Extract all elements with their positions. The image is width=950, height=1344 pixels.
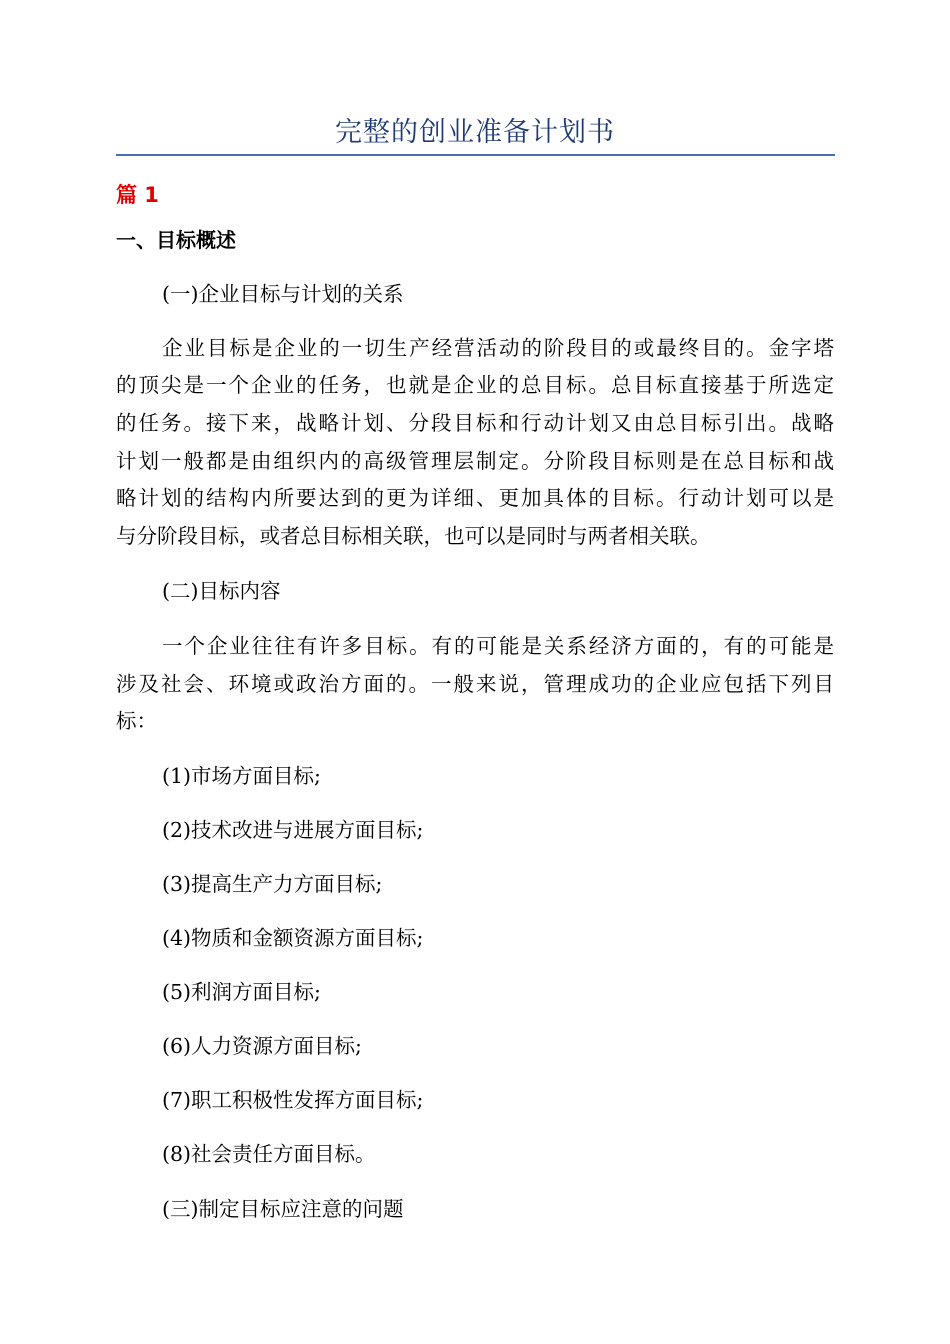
paragraph-line: 略计划的结构内所要达到的更为详细、更加具体的目标。行动计划可以是: [116, 486, 834, 510]
paragraph-line: 与分阶段目标，或者总目标相关联，也可以是同时与两者相关联。: [116, 524, 711, 548]
paragraph-line: 的顶尖是一个企业的任务，也就是企业的总目标。总目标直接基于所选定: [116, 373, 834, 397]
list-item: (4)物质和金额资源方面目标;: [162, 926, 424, 950]
paragraph-line: 涉及社会、环境或政治方面的。一般来说，管理成功的企业应包括下列目: [116, 672, 834, 696]
subheading-goal-setting-issues: (三)制定目标应注意的问题: [162, 1197, 404, 1221]
list-item: (1)市场方面目标;: [162, 764, 321, 788]
list-item: (6)人力资源方面目标;: [162, 1034, 362, 1058]
paragraph-line: 计划一般都是由组织内的高级管理层制定。分阶段目标则是在总目标和战: [116, 449, 834, 473]
list-item: (8)社会责任方面目标。: [162, 1142, 376, 1166]
paragraph-line: 企业目标是企业的一切生产经营活动的阶段目的或最终目的。金字塔: [162, 336, 834, 360]
paragraph-line: 一个企业往往有许多目标。有的可能是关系经济方面的，有的可能是: [162, 634, 834, 658]
paragraph-line: 的任务。接下来，战略计划、分段目标和行动计划又由总目标引出。战略: [116, 411, 834, 435]
document-title: 完整的创业准备计划书: [335, 117, 615, 148]
list-item: (5)利润方面目标;: [162, 980, 321, 1004]
subheading-goals-and-plans: (一)企业目标与计划的关系: [162, 282, 404, 306]
list-item: (7)职工积极性发挥方面目标;: [162, 1088, 424, 1112]
list-item: (2)技术改进与进展方面目标;: [162, 818, 424, 842]
list-item: (3)提高生产力方面目标;: [162, 872, 383, 896]
subheading-goal-content: (二)目标内容: [162, 579, 281, 603]
heading-goal-overview: 一、目标概述: [116, 228, 236, 252]
section-label: 篇 1: [116, 183, 159, 207]
paragraph-line: 标：: [116, 709, 157, 733]
title-underline: [116, 154, 835, 156]
